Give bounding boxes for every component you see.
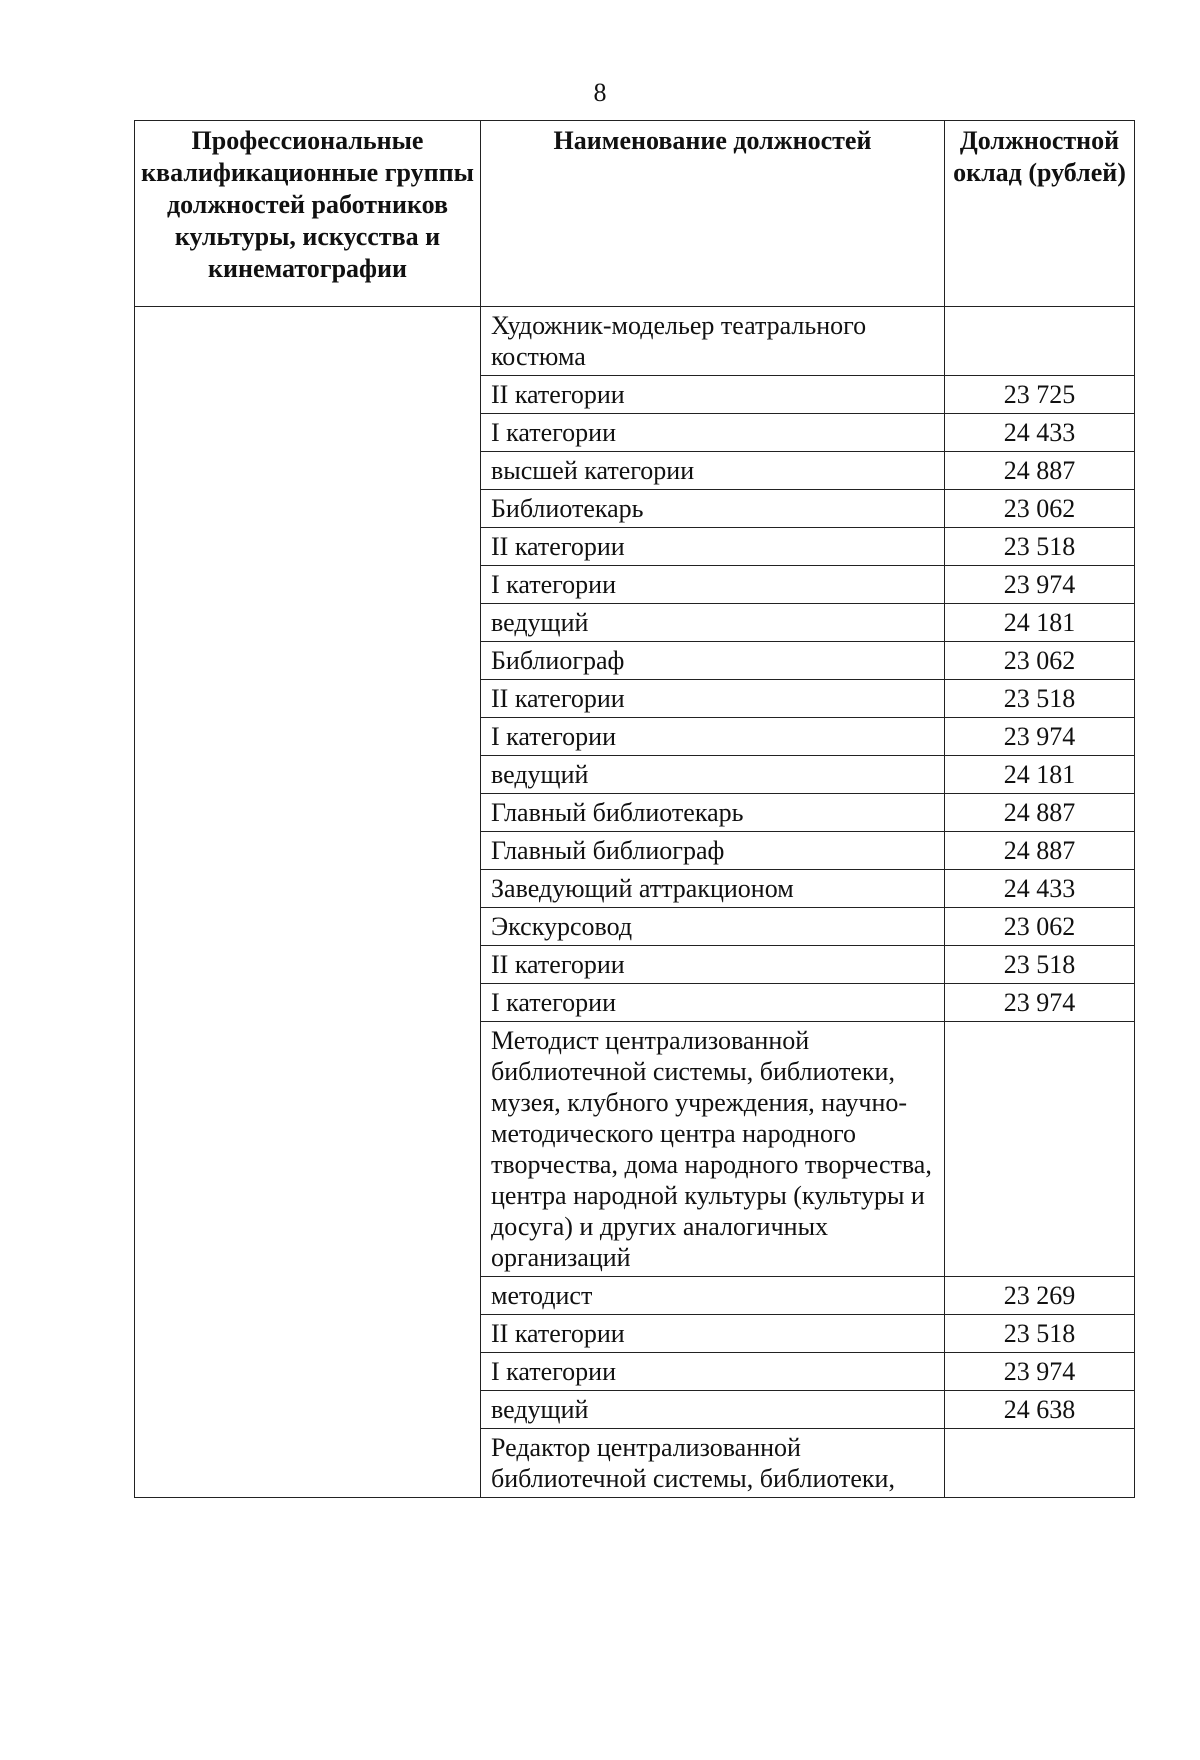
salary-cell: 23 725 [945,376,1135,414]
position-name-cell: II категории [481,528,945,566]
salary-cell: 23 974 [945,566,1135,604]
position-name-cell: Главный библиотекарь [481,794,945,832]
salary-cell: 24 181 [945,756,1135,794]
position-name-cell: II категории [481,376,945,414]
table-row [135,307,1135,376]
salary-cell: 23 269 [945,1277,1135,1315]
salary-cell: 23 062 [945,642,1135,680]
position-name-cell: I категории [481,414,945,452]
salary-cell: 23 518 [945,946,1135,984]
salary-cell: 23 062 [945,490,1135,528]
position-name-cell: высшей категории [481,452,945,490]
salary-cell: 24 887 [945,832,1135,870]
position-name-cell: Заведующий аттракционом [481,870,945,908]
salary-cell: 24 181 [945,604,1135,642]
salary-cell [945,307,1135,376]
salary-cell: 24 887 [945,794,1135,832]
table-header [135,121,1135,307]
page-number: 8 [593,78,607,107]
position-name-cell: Художник-модельер театрального костюма [481,307,945,376]
header-position-name: Наименование должностей [481,121,945,307]
qualification-group-cell [135,307,481,1498]
salary-cell: 24 638 [945,1391,1135,1429]
salary-cell: 23 518 [945,1315,1135,1353]
position-name-cell: I категории [481,1353,945,1391]
position-name-cell: Редактор централизованной библиотечной системы, библиотеки, [481,1429,945,1498]
position-name-cell: Экскурсовод [481,908,945,946]
salary-cell: 23 974 [945,718,1135,756]
salary-cell: 24 433 [945,870,1135,908]
salary-cell: 23 518 [945,528,1135,566]
position-name-cell: II категории [481,680,945,718]
salary-cell: 23 974 [945,984,1135,1022]
position-name-cell: II категории [481,1315,945,1353]
position-name-cell: Библиотекарь [481,490,945,528]
position-name-cell: ведущий [481,1391,945,1429]
salary-cell: 23 518 [945,680,1135,718]
salary-cell [945,1022,1135,1277]
position-name-cell: I категории [481,984,945,1022]
table-body [135,307,1135,1498]
position-name-cell: методист [481,1277,945,1315]
position-name-cell: ведущий [481,604,945,642]
position-name-cell: II категории [481,946,945,984]
position-name-cell: I категории [481,566,945,604]
position-name-cell: Методист централизованной библиотечной системы, библиотеки, музея, клубного учреждения, научно-методического центра народного творчества, дома народного творчества, центра народной культуры (культуры и досуга) и других аналогичных организаций [481,1022,945,1277]
header-qualification-groups: Профессиональные квалификационные группы должностей работников культуры, искусства и кинематографии [135,121,481,307]
position-name-cell: I категории [481,718,945,756]
salary-cell: 24 887 [945,452,1135,490]
salary-cell: 23 974 [945,1353,1135,1391]
salary-table [134,120,1135,1498]
position-name-cell: Главный библиограф [481,832,945,870]
salary-cell: 23 062 [945,908,1135,946]
salary-cell [945,1429,1135,1498]
header-salary: Должностной оклад (рублей) [945,121,1135,307]
salary-cell: 24 433 [945,414,1135,452]
position-name-cell: Библиограф [481,642,945,680]
position-name-cell: ведущий [481,756,945,794]
